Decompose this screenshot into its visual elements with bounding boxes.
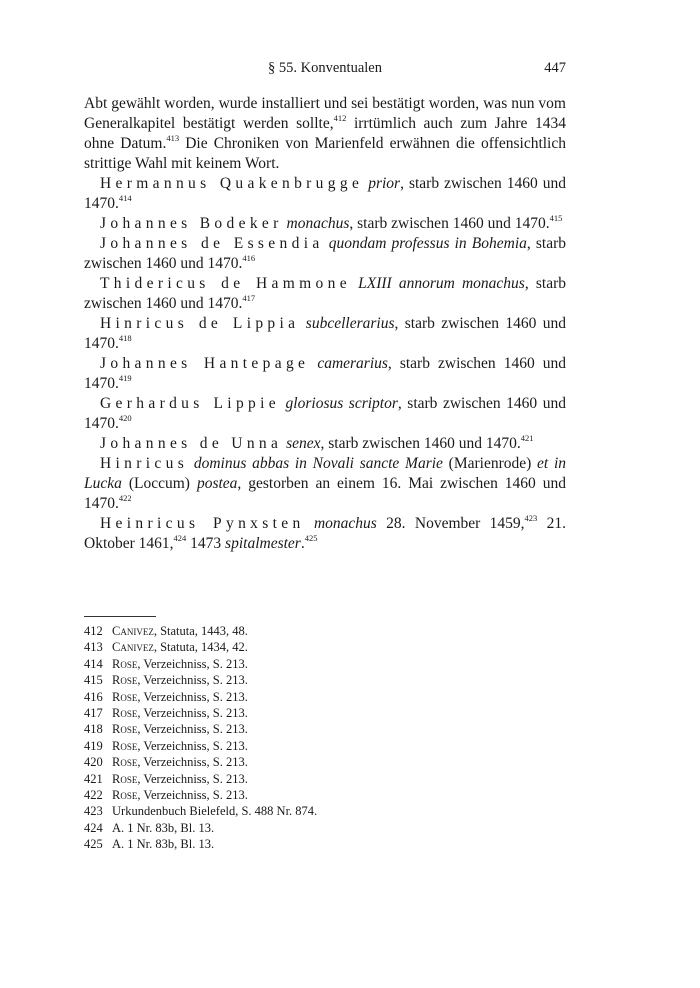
note-ref: 422 [118,492,132,503]
person-title: senex [286,435,321,452]
intro-paragraph [84,94,566,174]
person-name: Hinricus [100,455,189,472]
footnote-author: Canivez [112,640,154,655]
person-name: Johannes de Unna [100,435,283,452]
footnote-text: , Verzeichniss, S. 213. [137,689,248,704]
footnote-number: 412 [84,624,103,638]
footnote [84,689,566,705]
entry [84,354,566,394]
footnote [84,738,566,754]
entry-text: , starb zwischen 1460 und 1470. [349,215,550,232]
footnote-text: , Statuta, 1443, 48. [153,624,248,638]
person-title: monachus [286,215,350,232]
entry-text: , gestorben an einem 16. Mai zwischen 1460 und 1470. [84,475,567,512]
footnote-number: 423 [84,804,103,819]
intro-text: Die Chroniken von Marienfeld erwähnen die offensichtlich strittige Wahl mit keinem Wort. [84,135,566,172]
footnote [84,639,566,655]
footnote-author: Rose [112,689,138,704]
footnote-author: Rose [112,673,138,688]
person-name: Heinricus Pynxsten [100,515,305,532]
person-name: Hermannus Quakenbrugge [100,175,364,192]
person-title: subcellerarius [305,315,395,332]
entry [84,434,566,454]
footnote-number: 416 [84,689,103,704]
footnote [84,836,566,852]
note-ref: 425 [304,532,318,543]
person-title: prior [368,175,401,192]
page-number: 447 [544,60,566,76]
footnote-text: , Verzeichniss, S. 213. [137,656,248,671]
footnote-text: , Verzeichniss, S. 213. [137,722,248,737]
footnote [84,705,566,721]
footnote-number: 424 [84,820,103,835]
footnote-text: , Verzeichniss, S. 213. [137,788,248,803]
note-ref: 416 [242,252,256,263]
person-name: Johannes de Essendia [100,235,324,252]
entry-text: , starb zwischen 1460 und 1470. [84,315,566,352]
entry-text: , starb zwischen 1460 und 1470. [84,395,566,432]
footnote-author: Canivez [112,624,154,638]
person-title: LXIII annorum monachus [358,275,525,292]
entry-text: , starb zwischen 1460 und 1470. [84,275,567,312]
footnote-number: 417 [84,706,103,721]
footnote-number: 419 [84,738,103,753]
footnote-text: , Verzeichniss, S. 213. [137,706,248,721]
person-title: monachus [313,515,377,532]
entry [84,234,566,274]
footnote-text: , Verzeichniss, S. 213. [137,755,248,770]
footnote-text: , Verzeichniss, S. 213. [137,738,248,753]
entry [84,174,566,214]
footnote-author: Rose [112,722,138,737]
footnote-number: 420 [84,755,103,770]
footnotes [84,623,566,853]
person-title: quondam professus in Bohemia [328,235,527,252]
note-ref: 418 [118,332,132,343]
person-title: dominus abbas in Novali sancte Marie [193,455,443,472]
note-ref: 420 [118,412,132,423]
section-title: § 55. Konventualen [268,60,382,76]
note-ref: 423 [524,512,538,523]
footnote-number: 418 [84,722,103,737]
person-name: Johannes Hantepage [100,355,310,372]
footnote-number: 413 [84,640,103,655]
footnote-number: 415 [84,673,103,688]
intro-text: Abt gewählt worden, wurde installiert und sei bestätigt worden, was nun vom Generalkapitel bestätigt werden sollte, [84,95,566,132]
footnote [84,754,566,770]
footnote-author: Rose [112,738,138,753]
footnote-text: , Verzeichniss, S. 213. [137,673,248,688]
footnote [84,656,566,672]
note-ref: 419 [118,372,132,383]
person-title: gloriosus scriptor [285,395,398,412]
note-ref: 421 [520,432,534,443]
body-text [84,94,566,554]
footnote [84,787,566,803]
entry-text: , starb zwischen 1460 und 1470. [84,355,567,392]
entry [84,454,566,514]
entry-text: 21. Oktober 1461, [84,515,567,552]
footnote-text: , Statuta, 1434, 42. [153,640,248,655]
entry-text: , starb zwischen 1460 und 1470. [84,175,566,212]
footnote-text: , Verzeichniss, S. 213. [137,771,248,786]
entry [84,314,566,354]
entry-text: , starb zwischen 1460 und 1470. [320,435,521,452]
footnote-number: 414 [84,656,103,671]
intro-text: irrtümlich auch zum Jahre 1434 ohne Datum. [84,115,566,152]
footnote-divider [84,616,156,617]
running-header [84,60,566,82]
entry-text: , starb zwischen 1460 und 1470. [84,235,566,272]
entry [84,514,566,554]
person-title: spitalmester [225,535,301,552]
footnote-author: Rose [112,755,138,770]
entry [84,214,566,234]
person-title: et in Lucka [84,455,567,492]
note-ref: 417 [242,292,256,303]
note-ref: 412 [333,112,347,123]
person-title: camerarius [317,355,388,372]
person-name: Johannes Bodeker [100,215,283,232]
note-ref: 415 [549,212,563,223]
entry-text: (Loccum) [121,475,197,492]
entry-text: (Marienrode) [442,455,538,472]
entry-text: 1473 [186,535,226,552]
note-ref: 413 [166,132,180,143]
entry [84,274,566,314]
footnote-text: A. 1 Nr. 83b, Bl. 13. [112,837,215,852]
person-name: Gerhardus Lippie [100,395,280,412]
person-name: Thidericus de Hammone [100,275,351,292]
footnote-text: A. 1 Nr. 83b, Bl. 13. [112,820,215,835]
footnote-author: Rose [112,771,138,786]
footnote [84,803,566,819]
footnote-author: Rose [112,788,138,803]
footnote-author: Rose [112,706,138,721]
entry-text: . [300,535,305,552]
person-title: postea [196,475,238,492]
note-ref: 414 [118,192,132,203]
footnote-number: 425 [84,837,103,852]
entry [84,394,566,434]
footnote [84,623,566,639]
person-name: Hinricus de Lippia [100,315,300,332]
footnote-number: 421 [84,771,103,786]
footnote-text: Urkundenbuch Bielefeld, S. 488 Nr. 874. [112,804,318,819]
footnote [84,672,566,688]
footnote [84,721,566,737]
entry-text: 28. November 1459, [376,515,525,532]
footnote-author: Rose [112,656,138,671]
footnote [84,820,566,836]
footnote [84,771,566,787]
note-ref: 424 [173,532,187,543]
footnote-number: 422 [84,788,103,803]
